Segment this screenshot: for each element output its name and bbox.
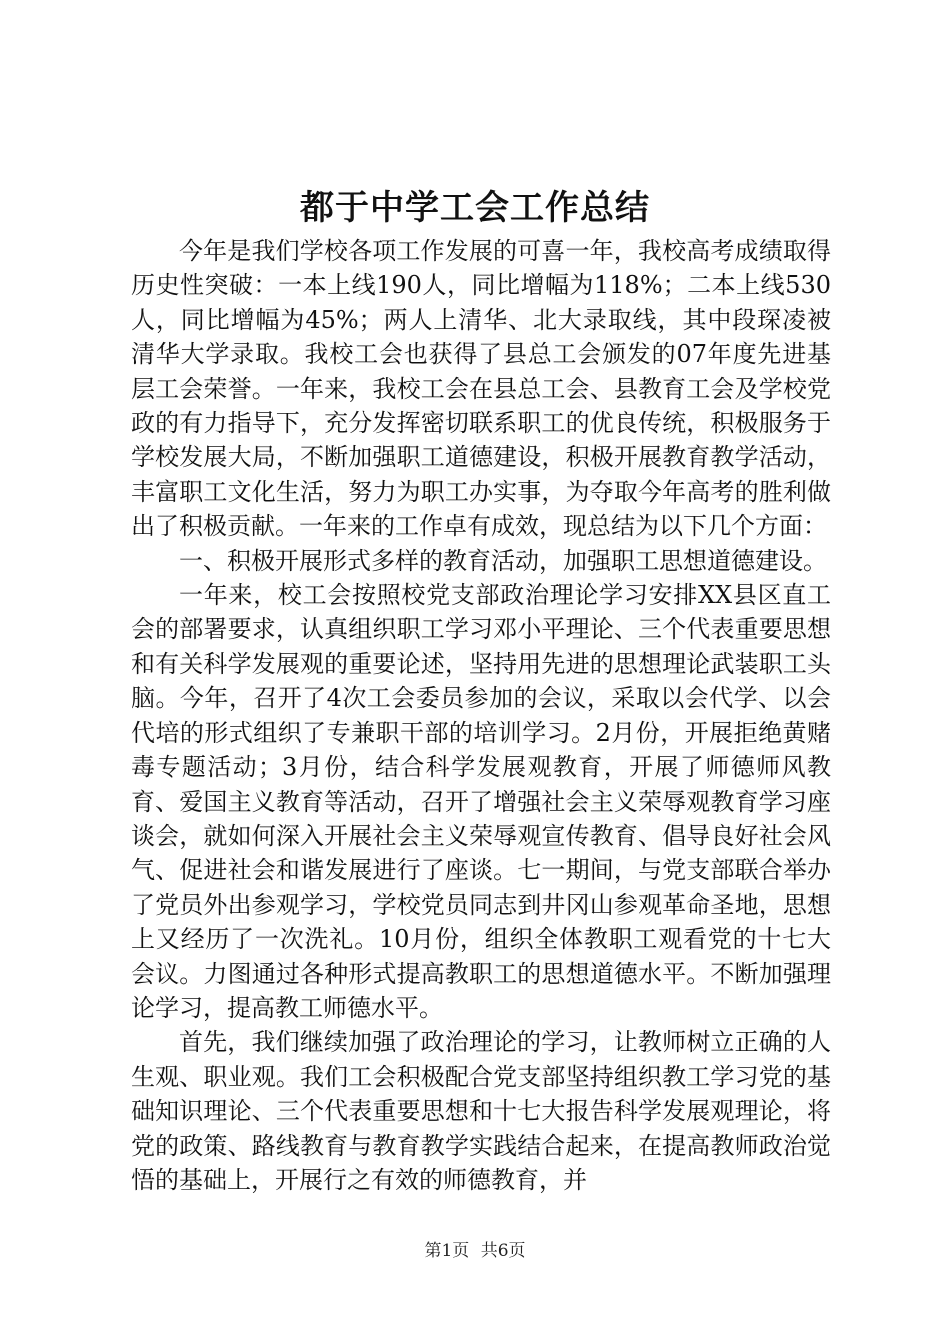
paragraph-political-study: 首先，我们继续加强了政治理论的学习，让教师树立正确的人生观、职业观。我们工会积极配合党支部坚持组织教工学习党的基础知识理论、三个代表重要思想和十七大报告科学发展观理论，将党的政策、路线教育与教育教学实践结合起来，在提高教师政治觉悟的基础上，开展行之有效的师德教育，并	[131, 1028, 831, 1194]
document-body	[131, 234, 831, 1197]
paragraph-intro: 今年是我们学校各项工作发展的可喜一年，我校高考成绩取得历史性突破：一本上线190人，同比增幅为118%；二本上线530人，同比增幅为45%；两人上清华、北大录取线，其中段琛凌被清华大学录取。我校工会也获得了县总工会颁发的07年度先进基层工会荣誉。一年来，我校工会在县总工会、县教育工会及学校党政的有力指导下，充分发挥密切联系职工的优良传统，积极服务于学校发展大局，不断加强职工道德建设，积极开展教育教学活动，丰富职工文化生活，努力为职工办实事，为夺取今年高考的胜利做出了积极贡献。一年来的工作卓有成效，现总结为以下几个方面：	[131, 237, 831, 541]
paragraph-section-heading: 一、积极开展形式多样的教育活动，加强职工思想道德建设。	[179, 546, 827, 575]
page-total: 共6页	[480, 1241, 526, 1261]
document-title: 都于中学工会工作总结	[300, 188, 650, 228]
page-number: 第1页	[424, 1241, 470, 1261]
page-footer	[0, 1240, 950, 1262]
paragraph-activities: 一年来，校工会按照校党支部政治理论学习安排XX县区直工会的部署要求，认真组织职工学习邓小平理论、三个代表重要思想和有关科学发展观的重要论述，坚持用先进的思想理论武装职工头脑。今年，召开了4次工会委员参加的会议，采取以会代学、以会代培的形式组织了专兼职干部的培训学习。2月份，开展拒绝黄赌毒专题活动；3月份，结合科学发展观教育，开展了师德师风教育、爱国主义教育等活动，召开了增强社会主义荣辱观教育学习座谈会，就如何深入开展社会主义荣辱观宣传教育、倡导良好社会风气、促进社会和谐发展进行了座谈。七一期间，与党支部联合举办了党员外出参观学习，学校党员同志到井冈山参观革命圣地，思想上又经历了一次洗礼。10月份，组织全体教职工观看党的十七大会议。力图通过各种形式提高教职工的思想道德水平。不断加强理论学习，提高教工师德水平。	[131, 581, 831, 1022]
